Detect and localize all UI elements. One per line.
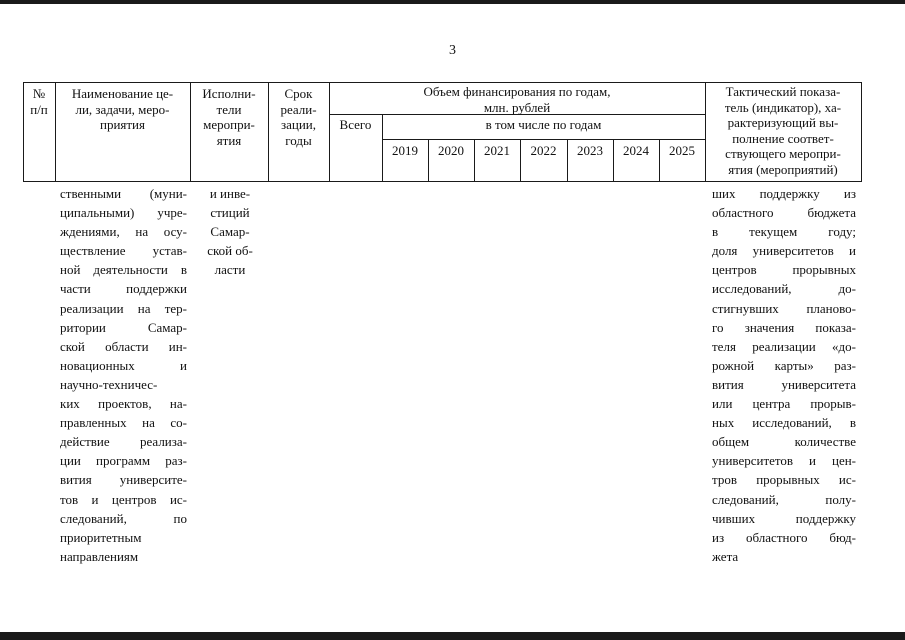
row-name-text: ственными (муни- ципальными) учре- ждениями, на осу- ществление устав- ной деятельности в части поддержки реализации на тер- ритории Самар- ской области ин- новационных и научно-техничес- ких проектов, на- правленных на со- действие реализа- ции программ раз- вития университе- тов и центров ис- следований, по приоритетным направлениям: [60, 186, 187, 564]
header-year-2020: 2020: [438, 143, 464, 158]
header-year-2019: 2019: [392, 143, 418, 158]
row-indicator-text: ших поддержку из областного бюджета в текущем году; доля университетов и центров прорывных исследований, до- стигнувших планово- го значения показа- теля реализации «до- рожной карты» раз- вития университета или центра прорыв- ных исследований, в общем количестве университетов и цен- тров прорывных ис- следований, полу- чивших поддержку из областного бюд- жета: [712, 186, 856, 564]
header-year-2025: 2025: [669, 143, 695, 158]
page-number: 3: [449, 43, 456, 58]
header-number: № п/п: [30, 86, 48, 117]
row-executor-text: и инве- стиций Самар- ской об- ласти: [207, 186, 253, 278]
header-indicator: Тактический показа- тель (индикатор), ха- рактеризующий вы- полнение соответ- ствующего меропри- ятия (мероприятий): [724, 84, 842, 177]
header-year-2021: 2021: [484, 143, 510, 158]
header-executors: Исполни- тели меропри- ятия: [202, 86, 256, 148]
header-year-2022: 2022: [530, 143, 557, 158]
header-by-years: в том числе по годам: [485, 117, 602, 132]
header-total: Всего: [339, 117, 372, 132]
bottom-border: [0, 632, 905, 640]
header-year-2023: 2023: [577, 143, 603, 158]
header-name: Наименование це- ли, задачи, меро- приятия: [71, 86, 174, 132]
header-year-2024: 2024: [623, 143, 649, 158]
header-financing: Объем финансирования по годам, млн. рублей: [423, 84, 611, 115]
header-term: Срок реали- зации, годы: [280, 86, 317, 148]
